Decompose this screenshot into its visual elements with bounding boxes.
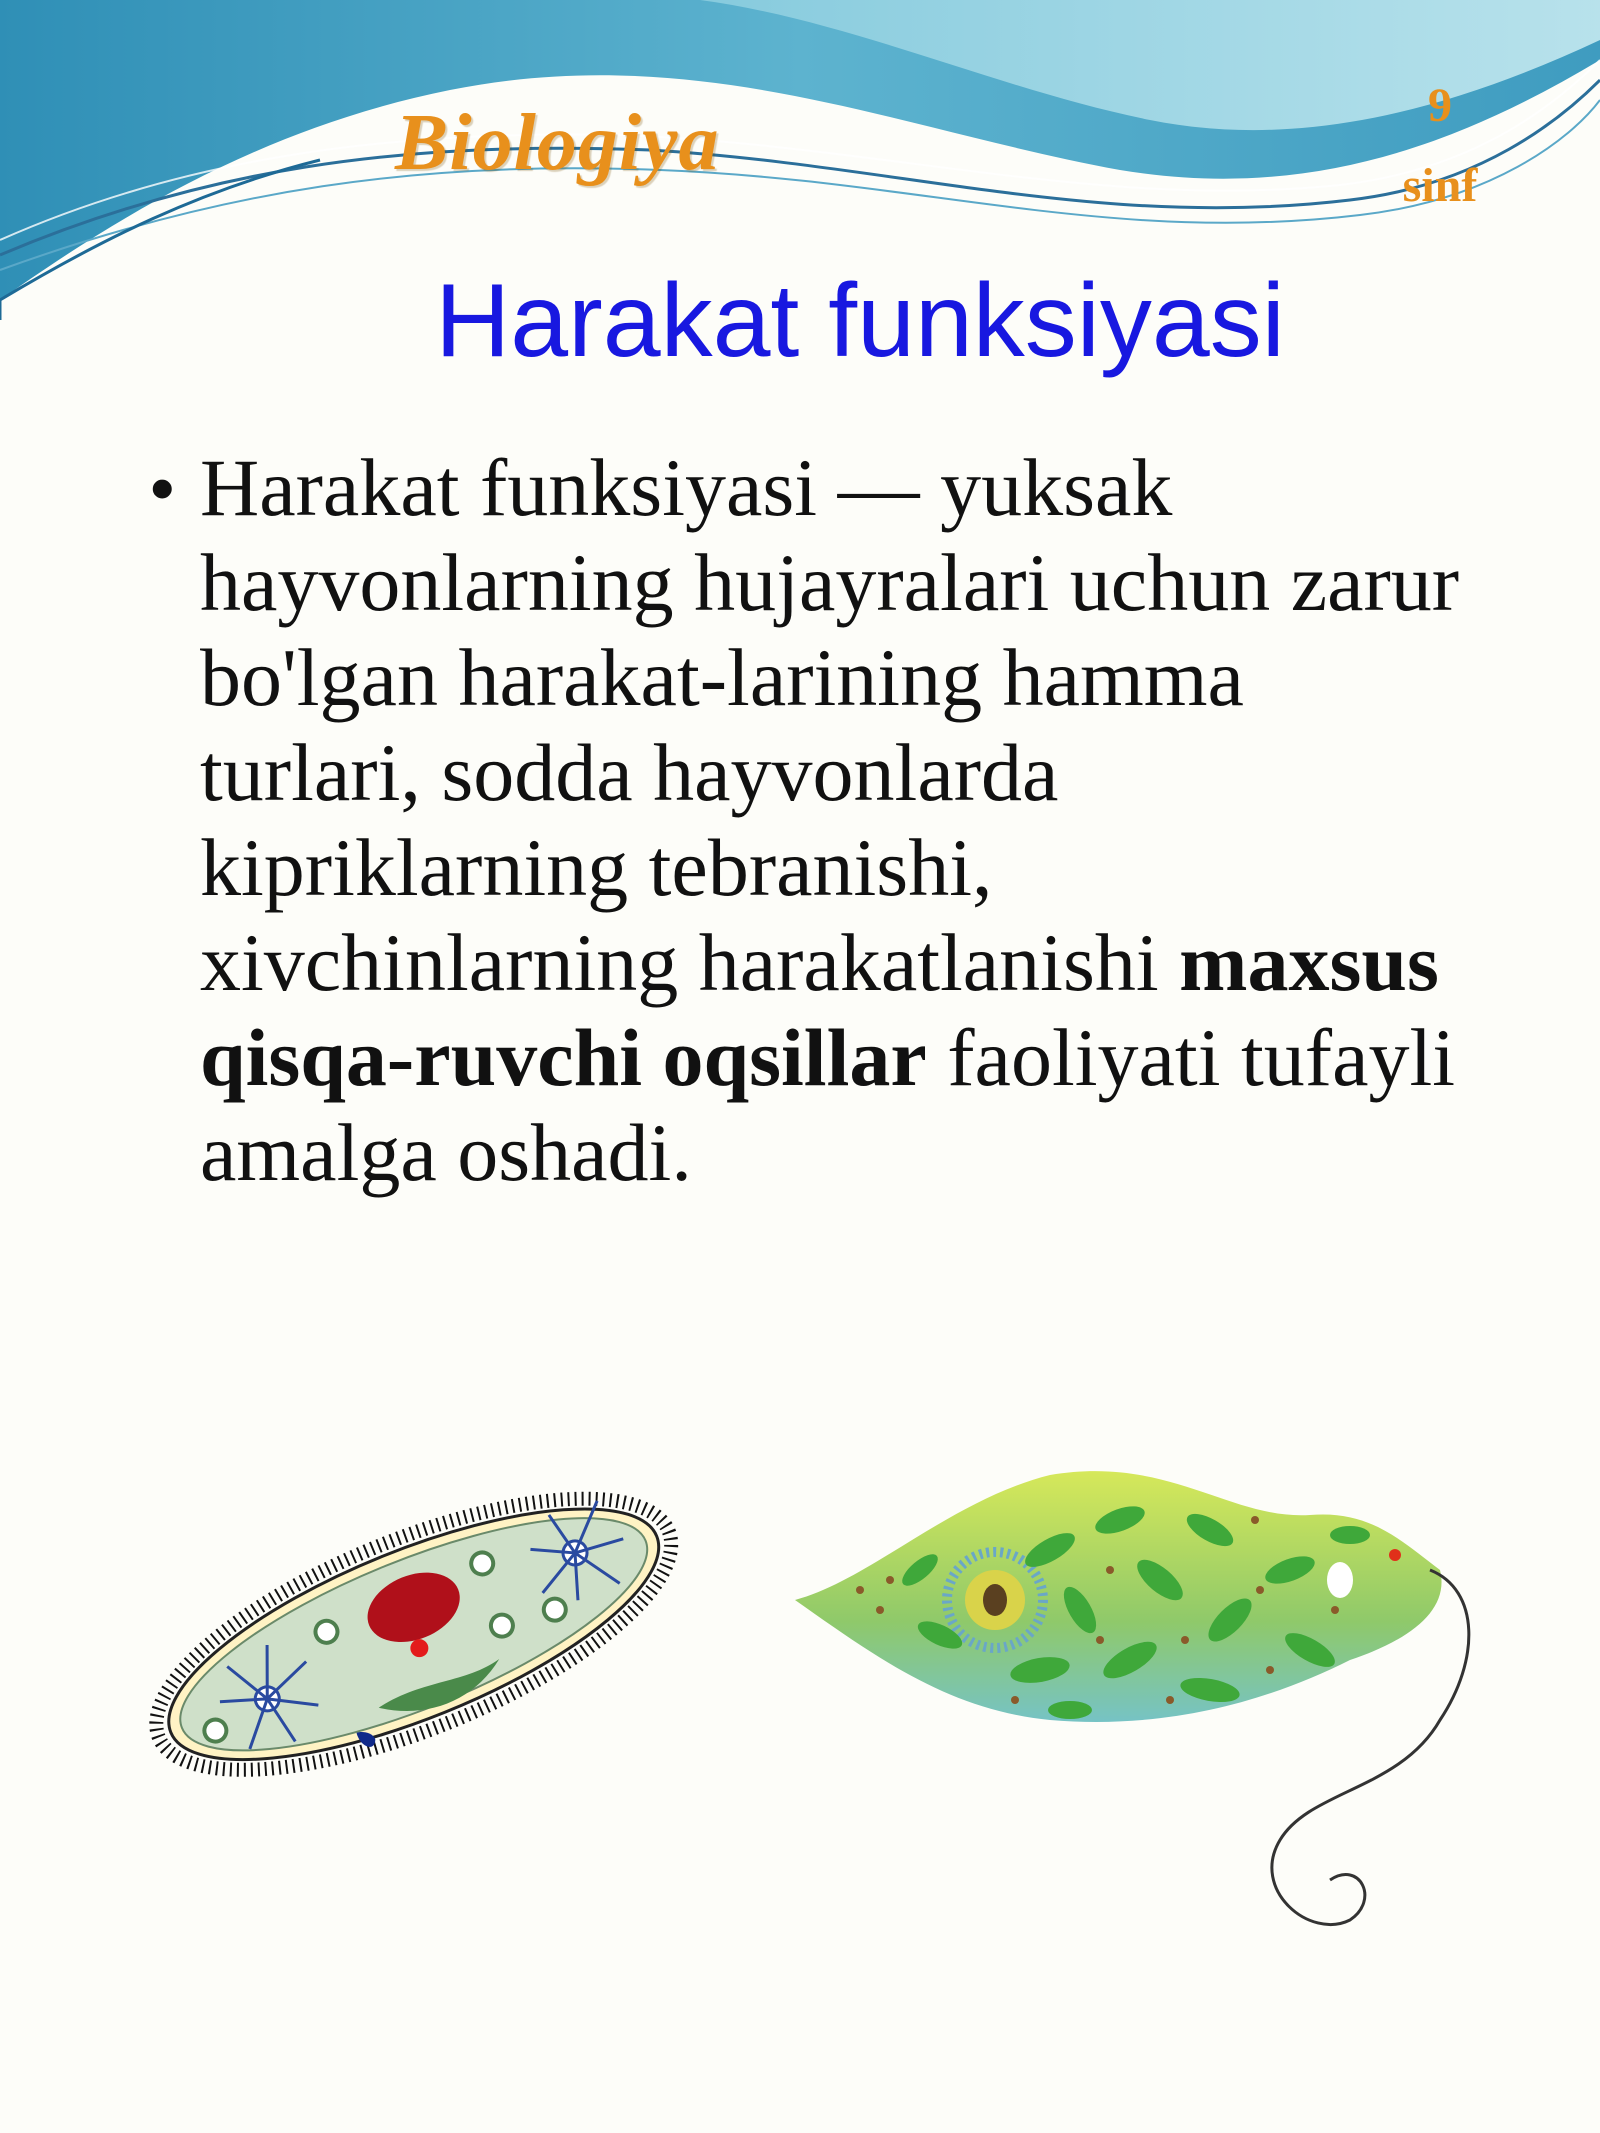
paramecium-illustration bbox=[120, 1450, 700, 1800]
bullet-marker: • bbox=[150, 449, 175, 527]
slide-title: Harakat funksiyasi bbox=[435, 263, 1285, 379]
euglena-illustration bbox=[790, 1460, 1490, 1960]
body-text-part2: faoliyati tufayli amalga oshadi. bbox=[200, 1012, 1456, 1198]
grade-number: 9 bbox=[1428, 79, 1452, 132]
body-text-bold: maxsus qisqa-ruvchi oqsillar bbox=[200, 917, 1439, 1103]
body-text-part1: Harakat funksiyasi — yuksak hayvonlarning hujayralari uchun zarur bo'lgan harakat-larining hamma turlari, sodda hayvonlarda kipriklarning tebranishi, xivchinlarning harakatlanishi bbox=[200, 442, 1460, 1008]
grade-word: sinf bbox=[1402, 159, 1478, 212]
subject-label: Biologiya bbox=[395, 99, 720, 187]
slide-body-text bbox=[200, 440, 1460, 1200]
